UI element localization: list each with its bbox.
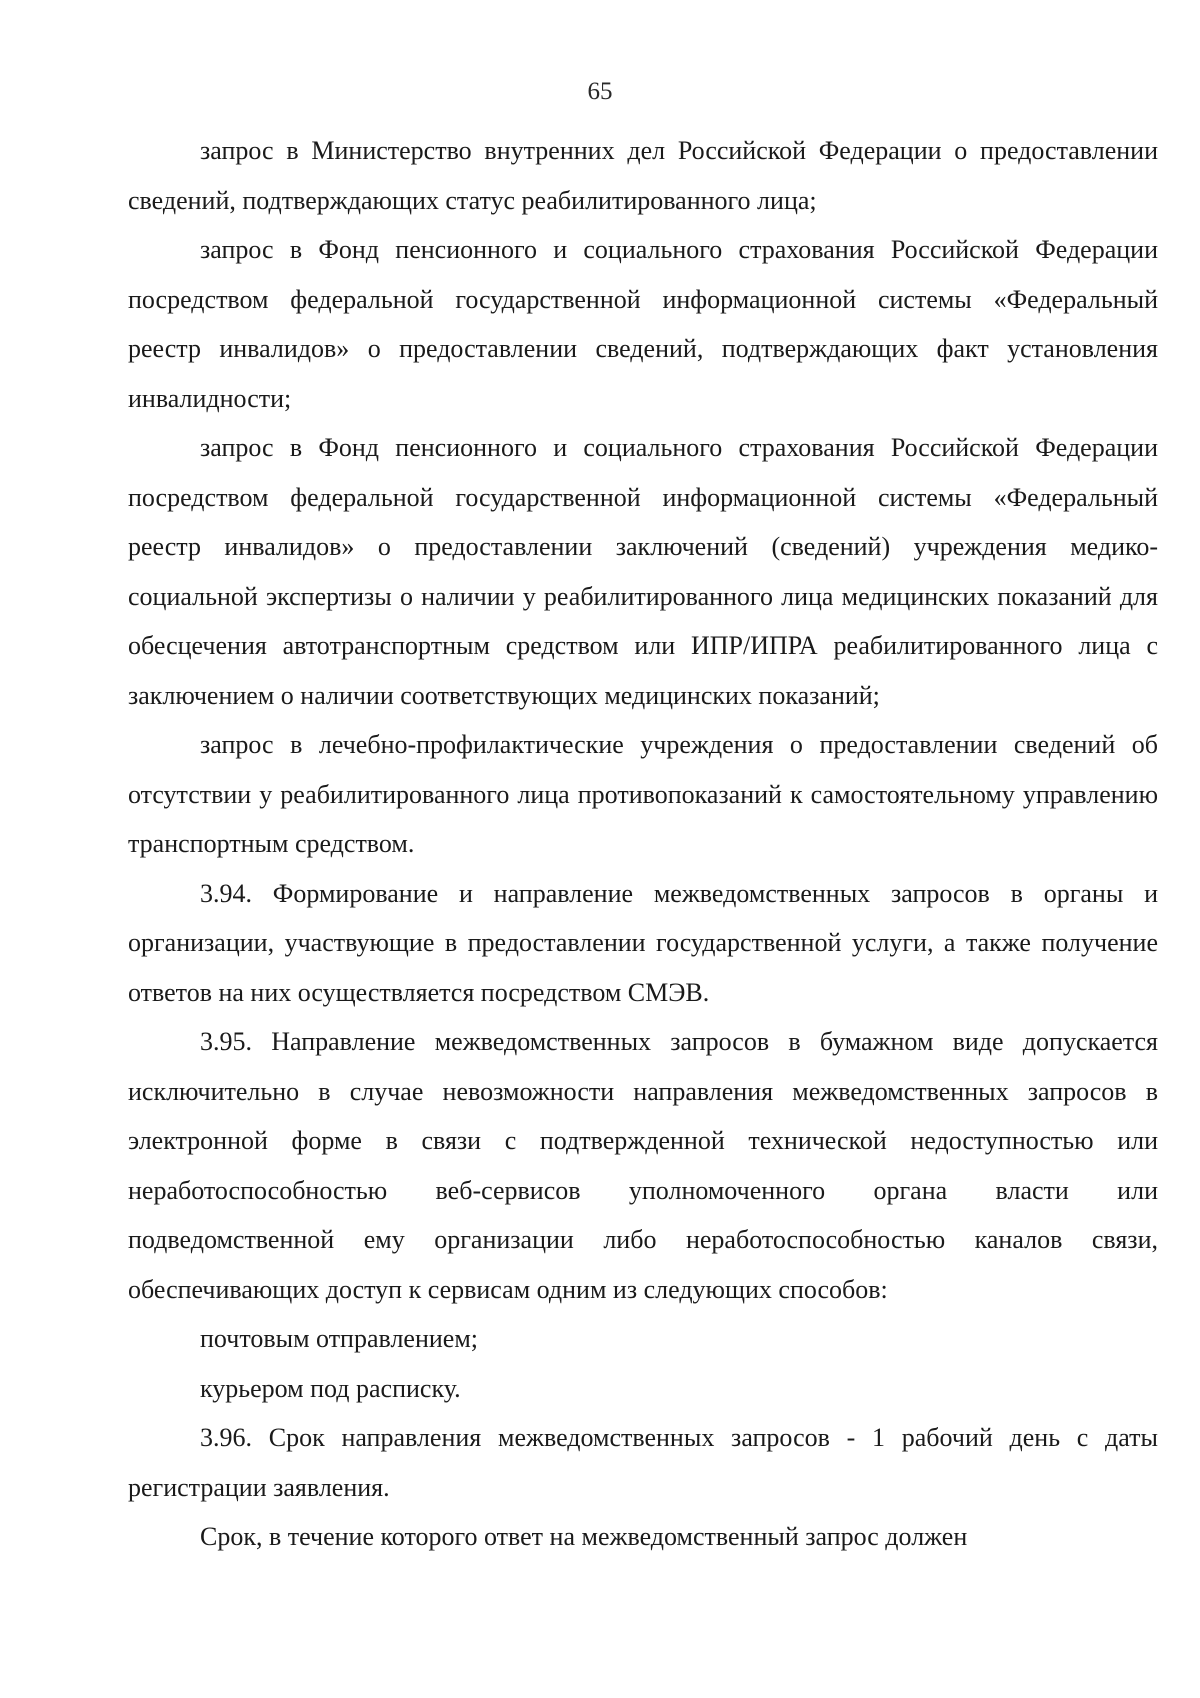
paragraph-3-96: 3.96. Срок направления межведомственных запросов - 1 рабочий день с даты регистрации заявления. bbox=[128, 1423, 1158, 1502]
paragraph-sfr-mse-request: запрос в Фонд пенсионного и социального страхования Российской Федерации посредством федеральной государственной информационной системы «Федеральный реестр инвалидов» о предоставлении заключений (сведений) учреждения медико-социальной экспертизы о наличии у реабилитированного лица медицинских показаний для обесцечения автотранспортным средством или ИПР/ИПРА реабилитированного лица с заключением о наличии соответствующих медицинских показаний; bbox=[128, 433, 1158, 710]
page-number: 65 bbox=[587, 78, 613, 105]
paragraph-3-95: 3.95. Направление межведомственных запросов в бумажном виде допускается исключительно в случае невозможности направления межведомственных запросов в электронной форме в связи с подтвержденной технической недоступностью или неработоспособностью веб-сервисов уполномоченного органа власти или подведомственной ему организации либо неработоспособностью каналов связи, обеспечивающих доступ к сервисам одним из следующих способов: bbox=[128, 1027, 1158, 1304]
paragraph-3-94: 3.94. Формирование и направление межведомственных запросов в органы и организации, участвующие в предоставлении государственной услуги, а также получение ответов на них осуществляется посредством СМЭВ. bbox=[128, 878, 1158, 1007]
list-item-courier: курьером под расписку. bbox=[200, 1373, 461, 1403]
document-body bbox=[128, 126, 1158, 1562]
paragraph-medical-institutions-request: запрос в лечебно-профилактические учреждения о предоставлении сведений об отсутствии у реабилитированного лица противопоказаний к самостоятельному управлению транспортным средством. bbox=[128, 730, 1158, 858]
list-item-postal: почтовым отправлением; bbox=[200, 1324, 479, 1353]
paragraph-response-term: Срок, в течение которого ответ на межведомственный запрос должен bbox=[200, 1522, 968, 1551]
paragraph-mvd-request: запрос в Министерство внутренних дел Российской Федерации о предоставлении сведений, подтверждающих статус реабилитированного лица; bbox=[128, 136, 1158, 215]
paragraph-sfr-disability-request: запрос в Фонд пенсионного и социального страхования Российской Федерации посредством федеральной государственной информационной системы «Федеральный реестр инвалидов» о предоставлении сведений, подтверждающих факт установления инвалидности; bbox=[128, 235, 1158, 413]
